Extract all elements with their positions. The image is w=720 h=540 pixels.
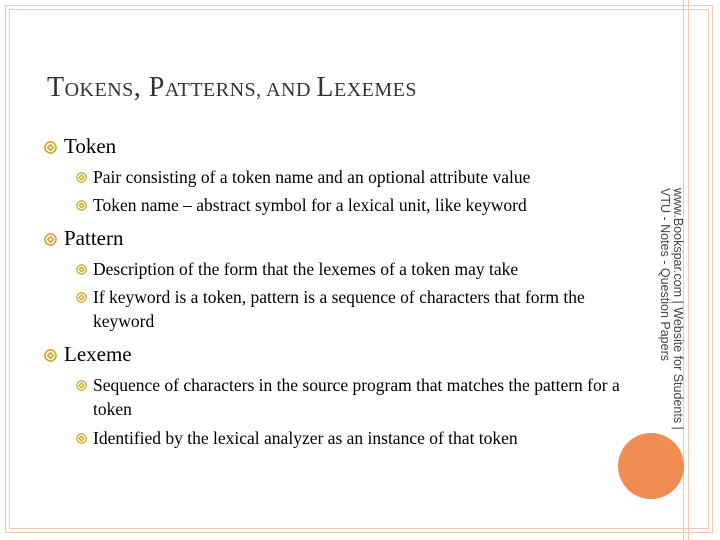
- bullet-icon: [44, 233, 57, 246]
- watermark-line-2: VTU - Notes - Question Papers: [658, 188, 672, 361]
- token-item-2: Token name – abstract symbol for a lexical unit, like keyword: [93, 195, 527, 215]
- slide-title: TOKENS, PATTERNS, AND LEXEMES: [47, 72, 417, 103]
- section-heading-token: Token: [64, 134, 117, 158]
- side-rule-2: [688, 0, 689, 540]
- section-heading-lexeme: Lexeme: [64, 342, 132, 366]
- decorative-circle: [618, 433, 684, 499]
- lexeme-item-1-cont: token: [93, 399, 132, 419]
- watermark-line-1: www.Bookspar.com | Website for Students |: [671, 188, 685, 430]
- bullet-icon: [76, 292, 87, 303]
- section-heading-pattern: Pattern: [64, 226, 124, 250]
- token-item-1: Pair consisting of a token name and an optional attribute value: [93, 167, 531, 187]
- pattern-item-2-cont: keyword: [93, 311, 155, 331]
- lexeme-item-1: Sequence of characters in the source program that matches the pattern for a: [93, 375, 620, 395]
- pattern-item-1: Description of the form that the lexemes of a token may take: [93, 259, 519, 279]
- pattern-item-2: If keyword is a token, pattern is a sequence of characters that form the: [93, 287, 585, 307]
- bullet-icon: [44, 141, 57, 154]
- bullet-icon: [76, 200, 87, 211]
- bullet-icon: [76, 380, 87, 391]
- bullet-icon: [76, 172, 87, 183]
- bullet-icon: [76, 433, 87, 444]
- bullet-icon: [76, 264, 87, 275]
- bullet-icon: [44, 349, 57, 362]
- lexeme-item-2: Identified by the lexical analyzer as an instance of that token: [93, 428, 518, 448]
